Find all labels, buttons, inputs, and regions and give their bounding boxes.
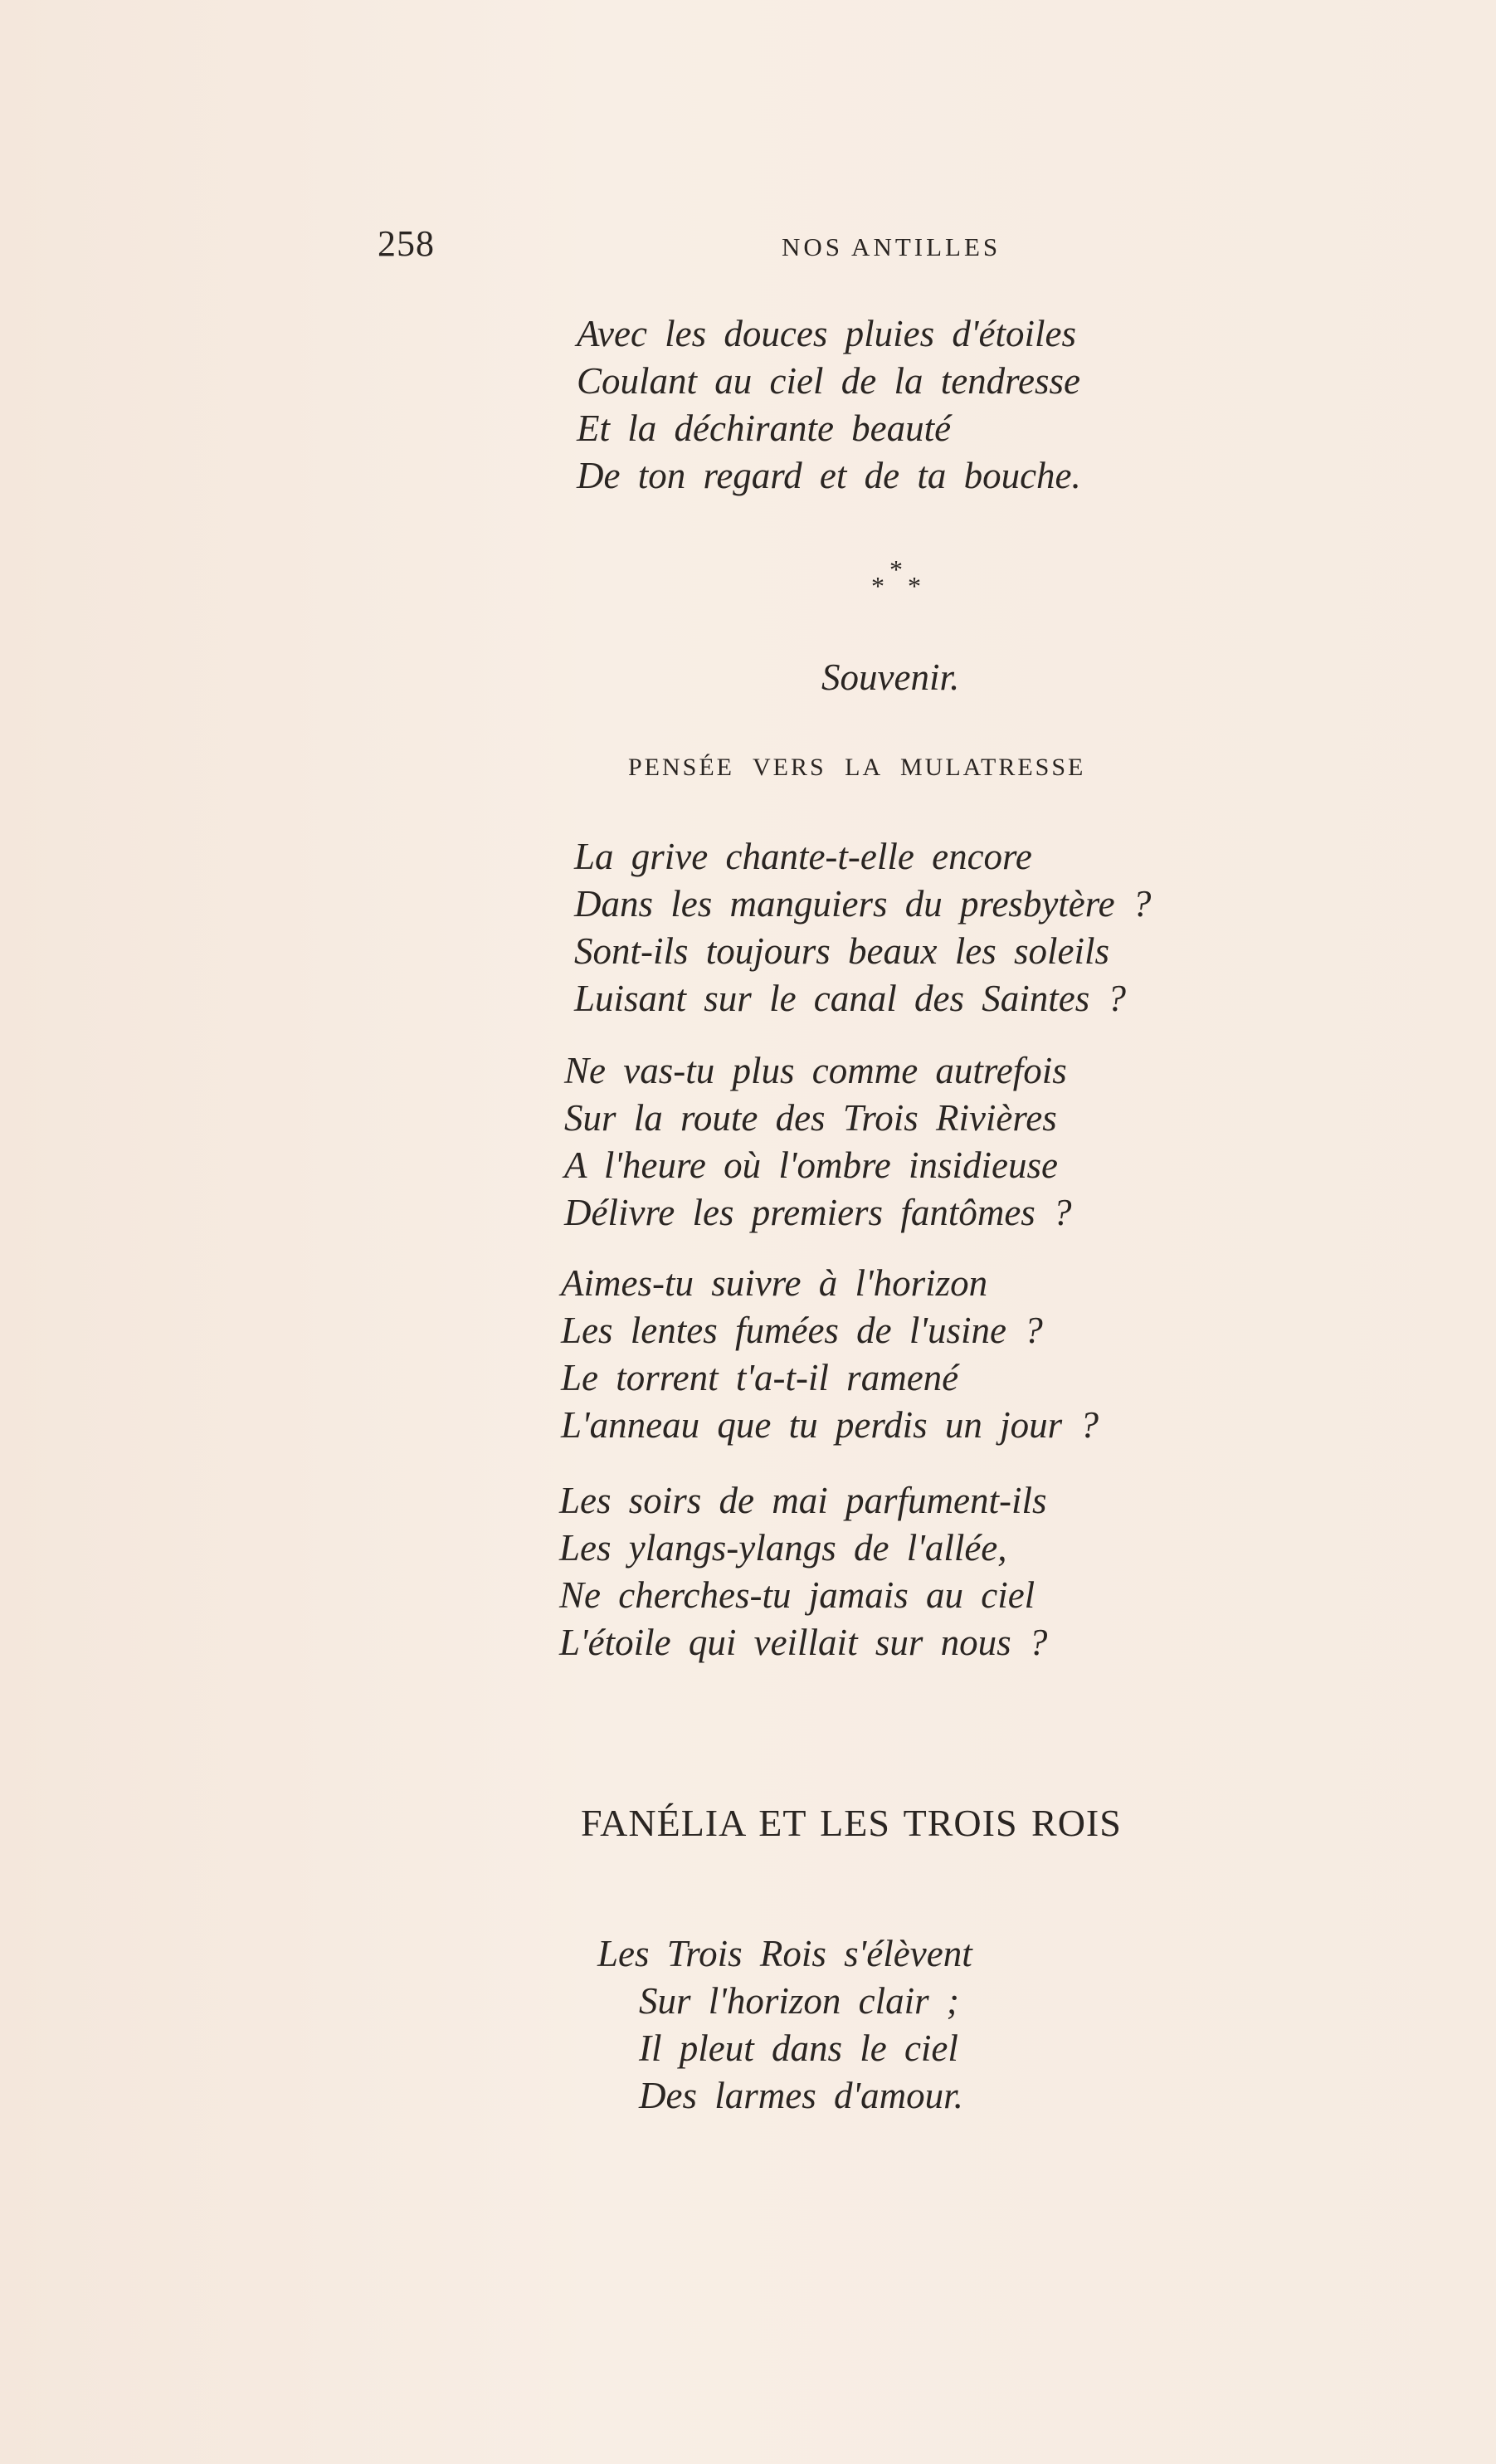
verse-line: Il pleut dans le ciel xyxy=(639,2027,958,2069)
verse-line: Délivre les premiers fantômes ? xyxy=(564,1192,1072,1233)
stanza-3 xyxy=(561,1260,1099,1449)
asterism-star: * xyxy=(889,554,903,584)
verse-line: Le torrent t'a-t-il ramené xyxy=(561,1357,959,1398)
verse-line: Les lentes fumées de l'usine ? xyxy=(561,1310,1043,1351)
verse-line: Sur la route des Trois Rivières xyxy=(564,1097,1057,1139)
opening-stanza xyxy=(577,310,1081,500)
verse-line: Avec les douces pluies d'étoiles xyxy=(577,313,1076,354)
page-number: 258 xyxy=(378,223,435,264)
stanza-1 xyxy=(574,833,1151,1022)
verse-line: Ne cherches-tu jamais au ciel xyxy=(559,1574,1036,1616)
running-head xyxy=(0,222,1496,272)
verse-line: Des larmes d'amour. xyxy=(639,2075,963,2116)
asterism-separator xyxy=(871,554,929,604)
verse-line: L'anneau que tu perdis un jour ? xyxy=(561,1404,1099,1446)
verse-line: Les ylangs-ylangs de l'allée, xyxy=(559,1527,1007,1569)
verse-line: La grive chante-t-elle encore xyxy=(574,836,1032,877)
verse-line: Coulant au ciel de la tendresse xyxy=(577,360,1080,402)
verse-line: Et la déchirante beauté xyxy=(577,407,952,449)
asterism-star: * xyxy=(908,571,921,601)
verse-line: Dans les manguiers du presbytère ? xyxy=(574,883,1152,925)
stanza-2 xyxy=(564,1047,1072,1237)
verse-line: L'étoile qui veillait sur nous ? xyxy=(559,1622,1048,1663)
poem-stanza xyxy=(597,1930,972,2120)
verse-line: Aimes-tu suivre à l'horizon xyxy=(561,1262,988,1304)
section-title: Souvenir. xyxy=(821,656,960,698)
section-subtitle: PENSÉE VERS LA MULATRESSE xyxy=(628,754,1086,781)
asterism-star: * xyxy=(871,571,884,601)
verse-line: Les soirs de mai parfument-ils xyxy=(559,1480,1047,1521)
verse-line: Ne vas-tu plus comme autrefois xyxy=(564,1050,1067,1091)
verse-line: Sont-ils toujours beaux les soleils xyxy=(574,930,1109,972)
verse-line: Les Trois Rois s'élèvent xyxy=(597,1933,972,1974)
verse-line: A l'heure où l'ombre insidieuse xyxy=(564,1144,1059,1186)
running-title: NOS ANTILLES xyxy=(782,232,1001,261)
stanza-4 xyxy=(559,1477,1047,1666)
poem-title: FANÉLIA ET LES TROIS ROIS xyxy=(581,1802,1122,1844)
verse-line: Sur l'horizon clair ; xyxy=(639,1980,959,2022)
verse-line: Luisant sur le canal des Saintes ? xyxy=(574,978,1126,1019)
verse-line: De ton regard et de ta bouche. xyxy=(577,455,1081,496)
